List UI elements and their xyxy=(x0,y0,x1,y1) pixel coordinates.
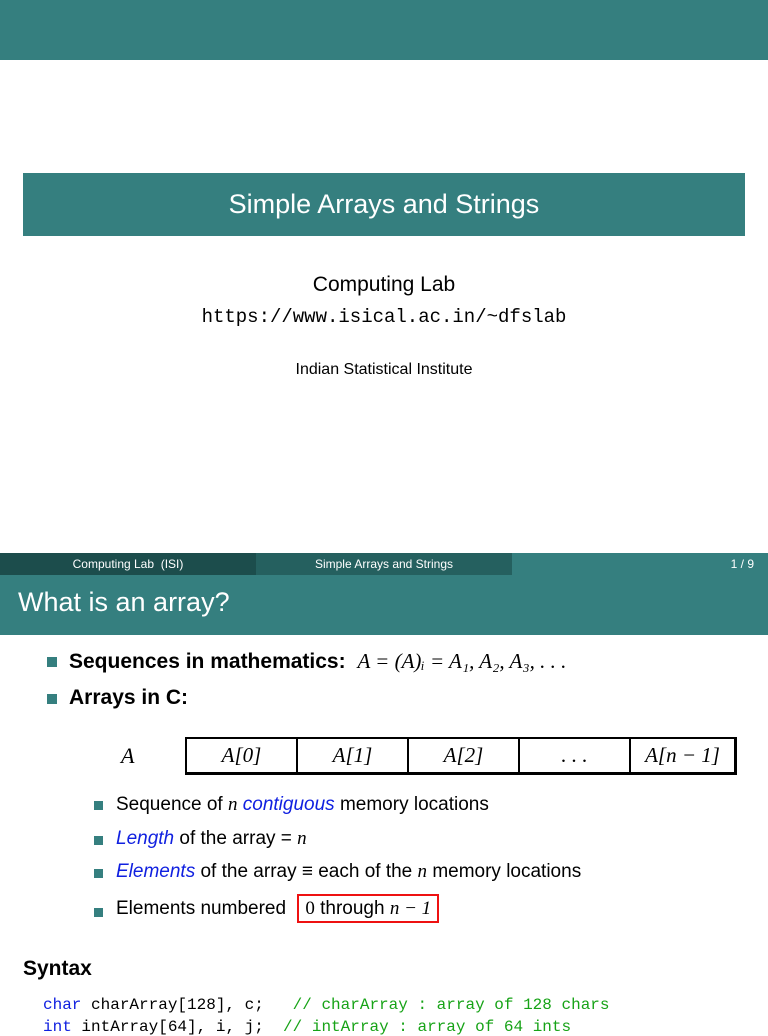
footer-title-text: Simple Arrays and Strings xyxy=(314,557,454,571)
array-cell: A[1] xyxy=(298,739,409,772)
bullet-arrays-label: Arrays in C: xyxy=(69,686,189,709)
text: memory locations xyxy=(432,861,582,882)
text: memory locations xyxy=(339,794,489,815)
frame-title: What is an array? xyxy=(18,587,230,617)
sub-bullet-elements xyxy=(116,861,581,883)
highlight-box xyxy=(297,894,439,923)
title-slide-header-band xyxy=(0,0,768,60)
array-diagram xyxy=(185,737,737,775)
math-n: n xyxy=(297,828,307,849)
code-comment: // charArray : array of 128 chars xyxy=(292,996,610,1014)
bullet-square-icon xyxy=(47,694,57,704)
footer-title xyxy=(256,553,512,575)
bullet-square-icon xyxy=(47,657,57,667)
institute: Indian Statistical Institute xyxy=(295,361,473,378)
sequence-formula: A = (A)ᵢ = A₁, A₂, A₃, . . . xyxy=(357,649,567,673)
array-name: A xyxy=(121,743,135,768)
author: Computing Lab xyxy=(312,273,456,296)
code-text: intArray[64], i, j; xyxy=(71,1018,284,1036)
presentation-title: Simple Arrays and Strings xyxy=(23,173,745,236)
text: Elements numbered xyxy=(116,898,287,919)
array-cell: A[n − 1] xyxy=(645,743,720,767)
footer-author xyxy=(0,553,256,575)
code-line xyxy=(43,996,610,1014)
math-n-minus-1: n − 1 xyxy=(389,898,432,919)
sub-bullet-length xyxy=(116,828,307,850)
emphasis-elements: Elements xyxy=(116,861,196,882)
math-zero: 0 xyxy=(305,898,315,919)
course-url[interactable]: https://www.isical.ac.in/~dfslab xyxy=(201,306,567,328)
text: Sequence of xyxy=(116,794,223,815)
bullet-arrays-in-c xyxy=(69,686,188,710)
code-keyword: int xyxy=(43,1018,72,1036)
sub-bullet-contiguous xyxy=(116,794,489,816)
frame-title-bar xyxy=(0,575,768,635)
text: through xyxy=(320,898,385,919)
code-comment: // intArray : array of 64 ints xyxy=(283,1018,572,1036)
sub-bullet-numbered xyxy=(116,898,439,920)
math-n: n xyxy=(417,861,428,882)
emphasis-contiguous: contiguous xyxy=(242,794,335,815)
sub-bullet-square-icon xyxy=(94,836,103,845)
sub-bullet-square-icon xyxy=(94,869,103,878)
bullet-sequences xyxy=(69,649,566,674)
footer-author-text: Computing Lab (ISI) xyxy=(72,557,184,571)
array-cell: A[0] xyxy=(187,739,298,772)
bullet-sequences-label: Sequences in mathematics: xyxy=(69,650,346,673)
code-line xyxy=(43,1018,571,1036)
array-cell: . . . xyxy=(520,739,631,772)
syntax-heading: Syntax xyxy=(23,957,92,980)
code-text: charArray[128], c; xyxy=(81,996,293,1014)
footer-page-number xyxy=(512,553,768,575)
sub-bullet-square-icon xyxy=(94,908,103,917)
sub-bullet-square-icon xyxy=(94,801,103,810)
code-keyword: char xyxy=(43,996,82,1014)
page-number: 1 / 9 xyxy=(730,557,754,571)
emphasis-length: Length xyxy=(116,828,175,849)
text: of the array = xyxy=(179,828,292,849)
text: of the array ≡ each of the xyxy=(200,861,413,882)
array-cell: A[2] xyxy=(409,739,520,772)
math-n: n xyxy=(227,794,238,815)
